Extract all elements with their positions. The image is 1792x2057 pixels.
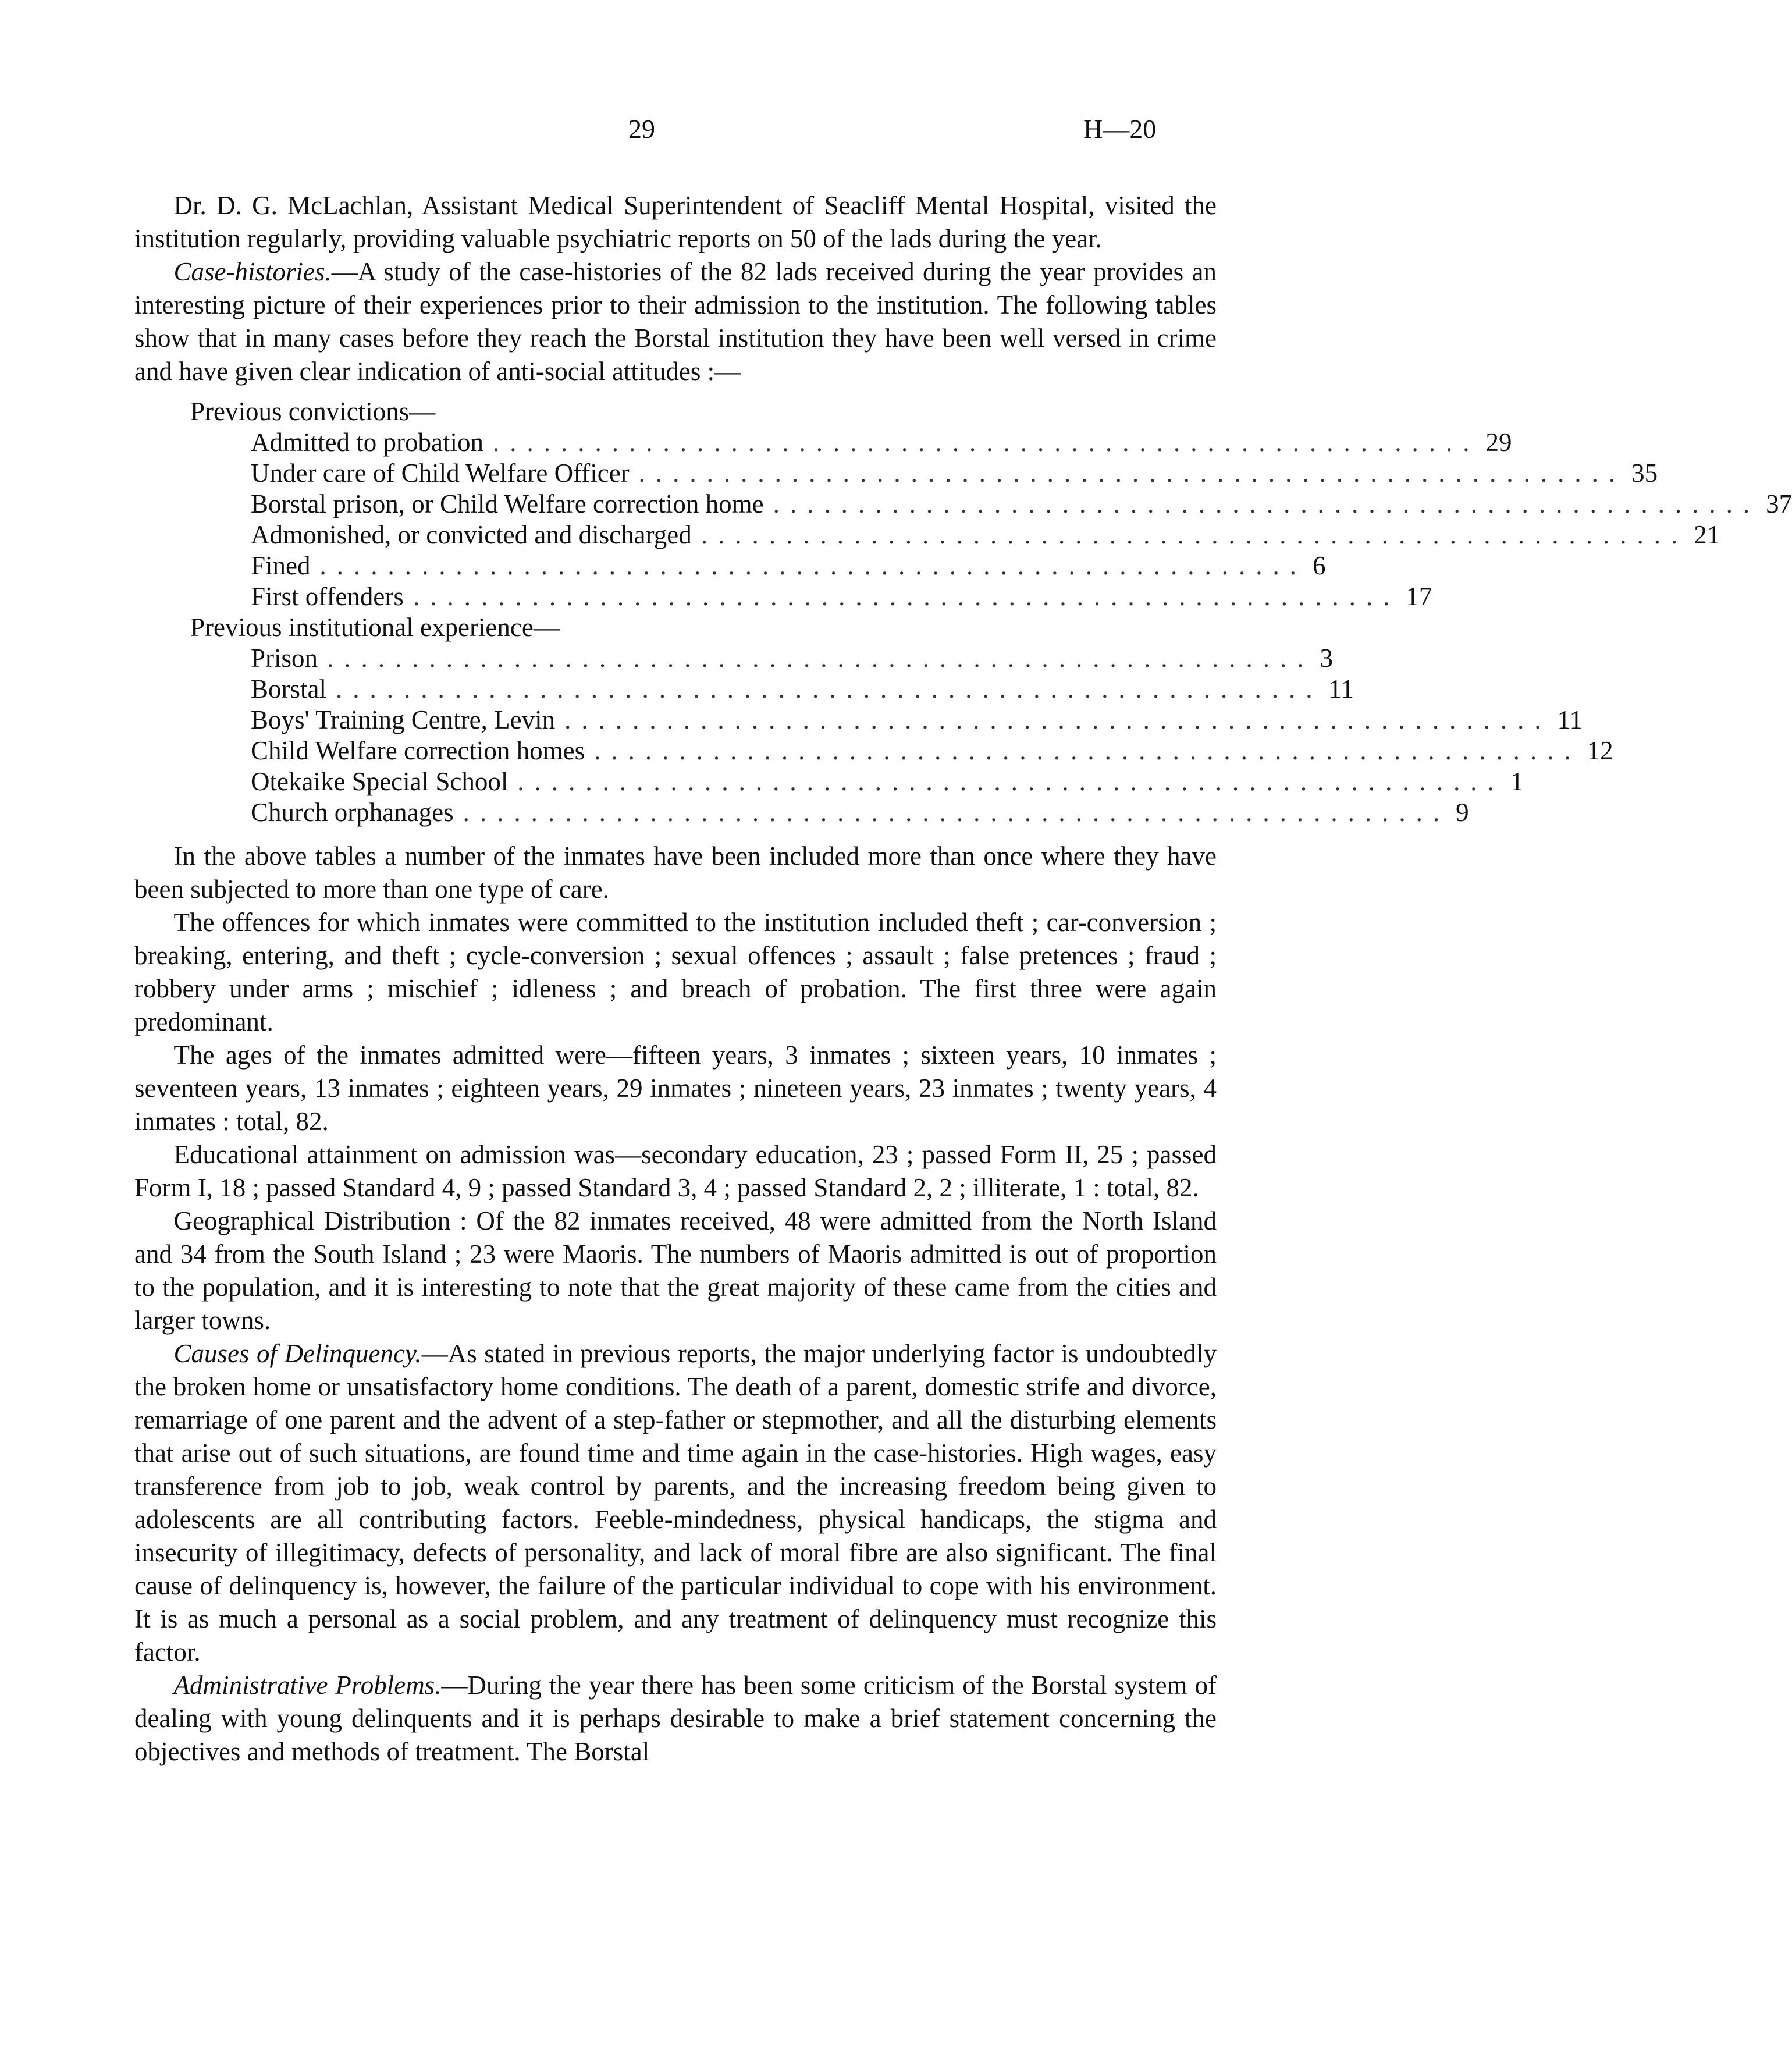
case-histories-text: —A study of the case-histories of the 82 lads received during the year provides an interesting picture of their experiences prior to their admission to the institution. The following tables show that in many cases before they reach the Borstal institution they have been well versed in crime and have given clear indication of anti-social attitudes :—: [134, 257, 1217, 386]
leader-dots: ..........................................................: [564, 705, 1552, 734]
row-value: 11: [1557, 705, 1583, 734]
leader-dots: ..........................................................: [319, 551, 1307, 580]
leader-dots: ..........................................................: [492, 428, 1480, 457]
above-tables-paragraph: In the above tables a number of the inmates have been included more than once where they have been subjected to more than one type of care.: [134, 841, 1217, 904]
row-label: Boys' Training Centre, Levin: [251, 705, 556, 734]
page-body: [134, 189, 1792, 1768]
table-row: [134, 797, 1469, 828]
case-histories-paragraph: [134, 255, 1217, 388]
table-row: [134, 643, 1334, 674]
leader-dots: ..........................................................: [413, 582, 1400, 611]
admin-paragraph: [134, 1669, 1217, 1768]
leader-dots: ..........................................................: [701, 520, 1688, 549]
row-value: 6: [1313, 551, 1326, 580]
row-value: 17: [1406, 582, 1432, 611]
leader-dots: ..........................................................: [327, 644, 1314, 673]
leader-dots: ..........................................................: [773, 489, 1761, 518]
table-row: [134, 581, 1432, 612]
row-label: Borstal prison, or Child Welfare correction home: [251, 489, 764, 518]
table-row: [134, 550, 1326, 581]
row-label: Prison: [251, 644, 318, 673]
row-label: First offenders: [251, 582, 404, 611]
row-label: Church orphanages: [251, 798, 454, 827]
table-row: [134, 427, 1512, 458]
table-row: [134, 489, 1792, 520]
causes-paragraph: [134, 1337, 1217, 1669]
education-paragraph: Educational attainment on admission was—secondary education, 23 ; passed Form II, 25 ; passed Form I, 18 ; passed Standard 4, 9 ; passed Standard 3, 4 ; passed Standard 2, 2 ; illiterate, 1 : total, 82.: [134, 1140, 1217, 1202]
row-label: Admitted to probation: [251, 428, 483, 457]
table-row: [134, 736, 1613, 766]
table-title: Previous convictions—: [190, 397, 436, 426]
row-value: 29: [1485, 428, 1512, 457]
leader-dots: ..........................................................: [463, 798, 1450, 827]
leader-dots: ..........................................................: [638, 459, 1626, 488]
ages-paragraph: The ages of the inmates admitted were—fifteen years, 3 inmates ; sixteen years, 10 inmates ; seventeen years, 13 inmates ; eighteen years, 29 inmates ; nineteen years, 23 inmates ; twenty years, 4 inmates : total, 82.: [134, 1040, 1217, 1136]
leader-dots: ..........................................................: [517, 767, 1505, 796]
leader-dots: ..........................................................: [594, 736, 1581, 765]
case-histories-heading: Case-histories.: [173, 257, 332, 286]
row-value: 37: [1766, 489, 1792, 518]
history-tables: [134, 396, 1792, 828]
row-label: Admonished, or convicted and discharged: [251, 520, 692, 549]
table-row: [134, 458, 1658, 489]
row-label: Borstal: [251, 674, 326, 704]
row-value: 11: [1328, 674, 1354, 704]
table-row: [134, 705, 1583, 736]
row-value: 3: [1320, 644, 1334, 673]
causes-heading: Causes of Delinquency.: [173, 1339, 422, 1368]
page-header: [0, 113, 1286, 160]
intro-paragraph: Dr. D. G. McLachlan, Assistant Medical Superintendent of Seacliff Mental Hospital, visited the institution regularly, providing valuable psychiatric reports on 50 of the lads during the year.: [134, 191, 1217, 253]
row-value: 9: [1456, 798, 1469, 827]
admin-text: —During the year there has been some criticism of the Borstal system of dealing with young delinquents and it is perhaps desirable to make a brief statement concerning the objectives and methods of treatment. The Borstal: [134, 1671, 1217, 1766]
row-label: Child Welfare correction homes: [251, 736, 585, 765]
row-value: 1: [1510, 767, 1524, 796]
document-reference: H—20: [1083, 114, 1157, 144]
row-label: Otekaike Special School: [251, 767, 509, 796]
leader-dots: ..........................................................: [336, 674, 1323, 704]
row-value: 12: [1587, 736, 1613, 765]
table-row: [134, 766, 1524, 797]
row-label: Under care of Child Welfare Officer: [251, 459, 630, 488]
geography-paragraph: Geographical Distribution : Of the 82 inmates received, 48 were admitted from the North Island and 34 from the South Island ; 23 were Maoris. The numbers of Maoris admitted is out of proportion to the population, and it is interesting to note that the great majority of these came from the cities and larger towns.: [134, 1206, 1217, 1335]
table-row: [134, 520, 1720, 550]
table-row: [134, 674, 1354, 705]
causes-text: —As stated in previous reports, the major underlying factor is undoubtedly the broken home or unsatisfactory home conditions. The death of a parent, domestic strife and divorce, remarriage of one parent and the advent of a step-father or stepmother, and all the disturbing elements that arise out of such situations, are found time and time again in the case-histories. High wages, easy transference from job to job, weak control by parents, and the increasing freedom being given to adolescents are all contributing factors. Feeble-mindedness, physical handicaps, the stigma and insecurity of illegitimacy, defects of personality, and lack of moral fibre are also significant. The final cause of delinquency is, however, the failure of the particular individual to cope with his environment. It is as much a personal as a social problem, and any treatment of delinquency must recognize this factor.: [134, 1339, 1217, 1667]
table-title: Previous institutional experience—: [190, 613, 560, 642]
admin-heading: Administrative Problems.: [173, 1671, 442, 1700]
row-value: 21: [1694, 520, 1720, 549]
row-label: Fined: [251, 551, 311, 580]
row-value: 35: [1631, 459, 1658, 488]
page-number: 29: [628, 114, 655, 144]
offences-paragraph: The offences for which inmates were committed to the institution included theft ; car-conversion ; breaking, entering, and theft ; cycle-conversion ; sexual offences ; assault ; false pretences ; fraud ; robbery under arms ; mischief ; idleness ; and breach of probation. The first three were again predominant.: [134, 908, 1217, 1036]
